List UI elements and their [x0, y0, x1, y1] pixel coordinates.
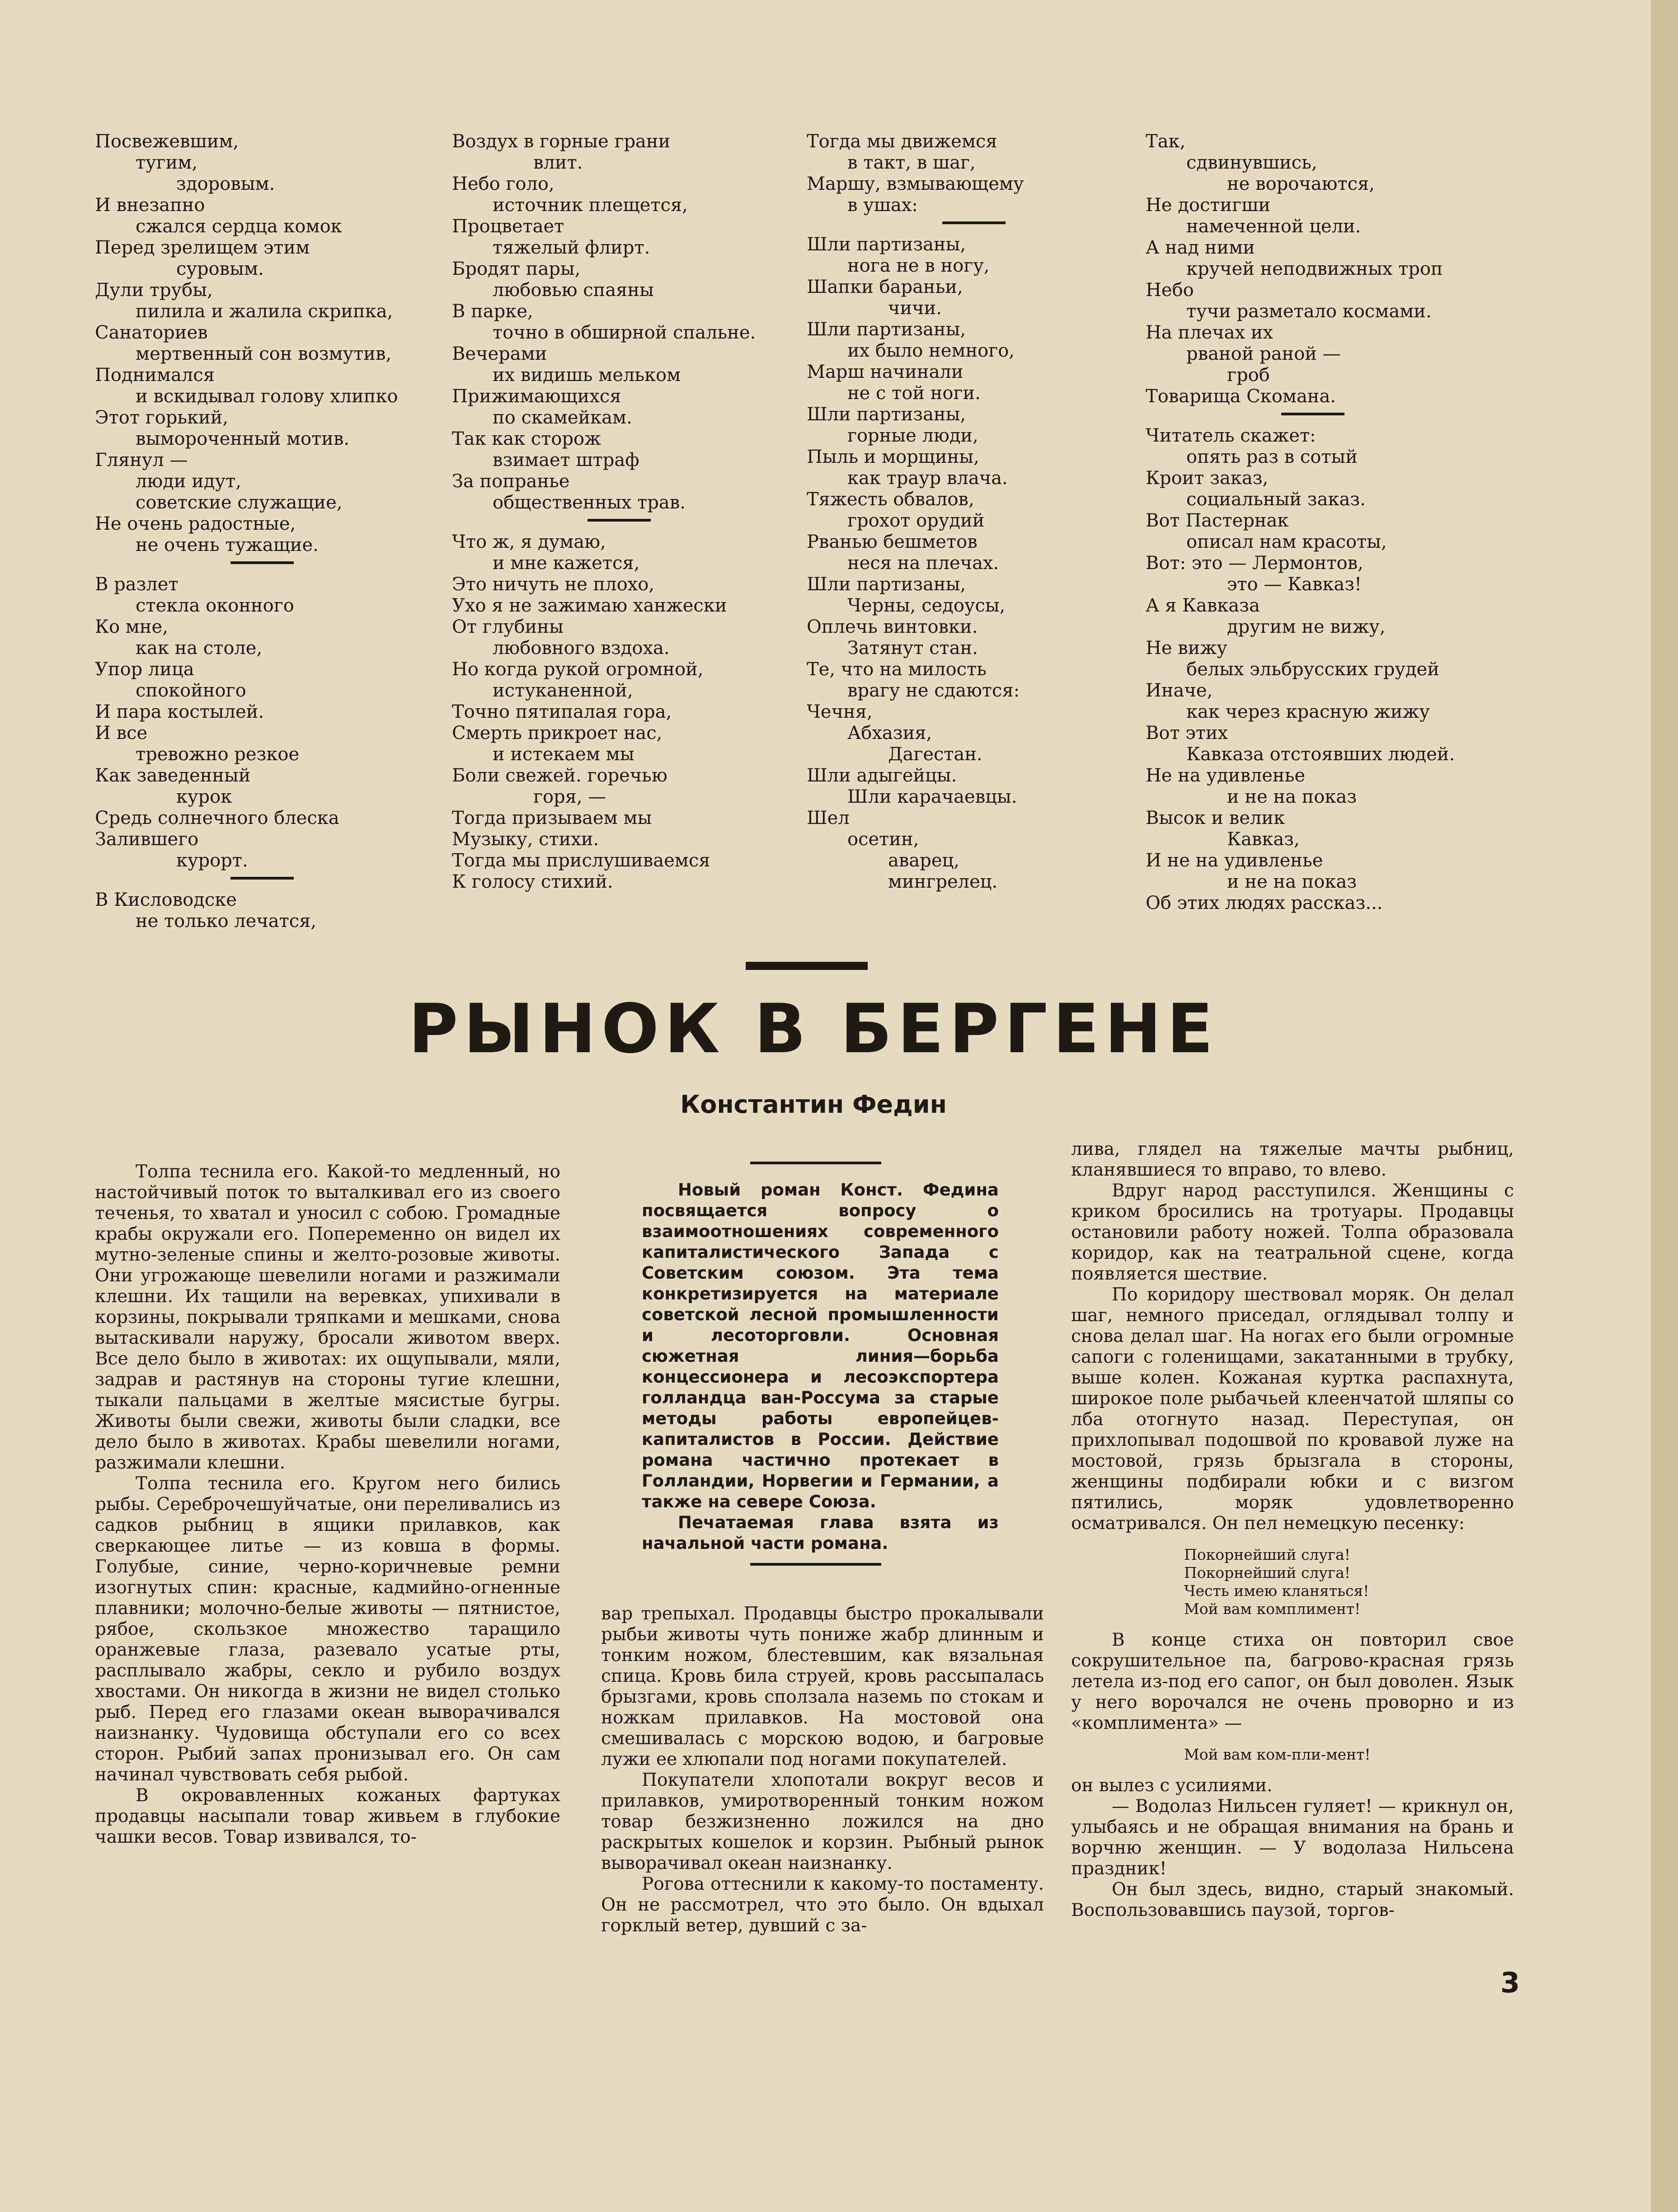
article-column-2 [601, 1604, 1044, 1936]
poem-line: Вот: это — Лермонтов, [1146, 553, 1363, 574]
poem-line: Кавказ, [1227, 829, 1300, 850]
poem-line: А над ними [1146, 237, 1255, 258]
poem-line: намеченной цели. [1186, 216, 1361, 237]
poem-line: Не очень радостные, [95, 513, 296, 534]
poem-line: Глянул — [95, 450, 188, 471]
poem-line: Прижимающихся [452, 386, 621, 407]
poem-line: курорт. [176, 850, 248, 871]
intro-rule-bottom [750, 1563, 881, 1566]
poem-line: и не на показ [1227, 871, 1357, 892]
poem-line: Тогда призываем мы [452, 808, 652, 828]
section-divider [230, 561, 294, 564]
poem-line: Вечерами [452, 344, 547, 364]
song-verse [1184, 1546, 1514, 1618]
poem-line: другим не вижу, [1227, 617, 1386, 637]
poem-line: тяжелый флирт. [493, 237, 650, 258]
poem-line: К голосу стихий. [452, 871, 613, 892]
poem-line: суровым. [176, 259, 264, 279]
page-spine [1651, 0, 1678, 2212]
poem-line: в такт, в шаг, [847, 152, 976, 173]
poem-line: Оплечь винтовки. [807, 617, 978, 637]
article-column-3 [1071, 1139, 1514, 1921]
poem-line: Чечня, [807, 701, 873, 722]
poem-line: Средь солнечного блеска [95, 808, 339, 828]
poem-line: Не вижу [1146, 638, 1227, 659]
poem-line: Небо [1146, 280, 1194, 301]
poem-line: Как заведенный [95, 765, 251, 786]
poem-line: Шли партизаны, [807, 404, 966, 425]
poem-line: как на столе, [136, 638, 263, 659]
poem-line: это — Кавказ! [1227, 574, 1362, 595]
poem-line: врагу не сдаются: [847, 680, 1020, 701]
poem-line: Этот горький, [95, 407, 229, 428]
poem-line: гроб [1227, 365, 1270, 386]
paragraph: В конце стиха он повторил свое сокрушительное па, багрово-красная грязь летела из-под его сапог, он был доволен. Язык у него ворочался не очень проворно и из «комплимента» — [1071, 1630, 1514, 1733]
poem-line: Затянут стан. [847, 638, 978, 659]
intro-paragraph: Печатаемая глава взята из начальной части романа. [642, 1513, 999, 1553]
poem-line: В разлет [95, 574, 179, 595]
paragraph: вар трепыхал. Продавцы быстро прокалывали рыбьи животы чуть пониже жабр длинным и тонким ножом, блестевшим, как вязальная спица. Кровь била струей, кровь рассыпалась брызгами, кровь сползала наземь по стокам и ножкам прилавков. На мостовой она смешивалась с морскою водою, и багровые лужи ее хлюпали под ногами покупателей. [601, 1604, 1044, 1770]
poem-line: описал нам красоты, [1186, 532, 1387, 552]
poem-line: пилила и жалила скрипка, [136, 301, 393, 322]
poem-line: Высок и велик [1146, 808, 1285, 828]
poem-line: по скамейкам. [493, 407, 632, 428]
poem-line: Шел [807, 808, 850, 828]
intro-paragraph: Новый роман Конст. Федина посвящается вопросу о взаимоотношениях современного капиталистического Запада с Советским союзом. Эта тема конкретизируется на материале советской лесной промышленности и лесоторговли. Основная сюжетная линия—борьба концессионера и лесоэкспортера голландца ван-Россума за старые методы работы европейцев-капиталистов в России. Действие романа частично протекает в Голландии, Норвегии и Германии, а также на севере Союза. [642, 1180, 999, 1511]
poem-line: опять раз в сотый [1186, 447, 1358, 467]
article-column-1 [95, 1162, 560, 1848]
poem-line: взимает штраф [493, 450, 639, 471]
poem-line: тучи разметало космами. [1186, 301, 1432, 322]
poem-line: сжался сердца комок [136, 216, 342, 237]
poem-line: Так как сторож [452, 428, 601, 449]
section-divider [230, 877, 294, 880]
intro-rule-top [750, 1162, 881, 1164]
paragraph: По коридору шествовал моряк. Он делал шаг, немного приседал, оглядывал толпу и снова делал шаг. На ногах его были огромные сапоги с голенищами, закатанными в трубку, выше колен. Кожаная куртка распахнута, широкое поле рыбачьей клеенчатой шляпы со лба отогнуто назад. Переступая, он прихлопывал подошвой по кровавой луже на мостовой, грязь брызгала в стороны, женщины подбирали юбки и с визгом пятились, моряк удовлетворенно осматривался. Он пел немецкую песенку: [1071, 1285, 1514, 1534]
section-divider [588, 519, 651, 522]
poem-line: их видишь мельком [493, 365, 681, 386]
poem-line: Кавказа отстоявших людей. [1186, 744, 1455, 765]
paragraph: лива, глядел на тяжелые мачты рыбниц, кланявшиеся то вправо, то влево. [1071, 1139, 1514, 1180]
poem-line: Дагестан. [888, 744, 982, 765]
poem-line: Небо голо, [452, 174, 555, 194]
poem-line: Смерть прикроет нас, [452, 723, 663, 744]
poem-column-3 [807, 131, 1132, 893]
poem-line: белых эльбрусских грудей [1186, 659, 1439, 680]
paragraph: он вылез с усилиями. [1071, 1775, 1273, 1796]
poem-line: Пыль и морщины, [807, 447, 979, 467]
article-intro [642, 1180, 999, 1554]
poem-line: советские служащие, [136, 492, 343, 513]
poem-line: люди идут, [136, 471, 241, 492]
poem-line: Санаториев [95, 322, 208, 343]
poem-line: грохот орудий [847, 510, 985, 531]
poem-line: осетин, [847, 829, 919, 850]
poem-line: как траур влача. [847, 468, 1008, 489]
poem-line: Не достигши [1146, 195, 1270, 216]
poem-line: мертвенный сон возмутив, [136, 344, 392, 364]
poem-line: Не на удивленье [1146, 765, 1306, 786]
poem-line: Боли свежей. горечью [452, 765, 667, 786]
poem-line: влит. [533, 152, 583, 173]
poem-line: неся на плечах. [847, 553, 999, 574]
poem-line: И внезапно [95, 195, 205, 216]
poem-line: Перед зрелищем этим [95, 237, 310, 258]
song-line: Мой вам ком-пли-мент! [1184, 1746, 1371, 1763]
poem-line: горные люди, [847, 425, 978, 446]
poem-line: вымороченный мотив. [136, 428, 350, 449]
poem-line: источник плещется, [493, 195, 688, 216]
poem-line: Иначе, [1146, 680, 1213, 701]
paragraph: — Водолаз Нильсен гуляет! — крикнул он, улыбаясь и не обращая внимания на брань и ворчню женщин. — У водолаза Нильсена праздник! [1071, 1796, 1514, 1879]
poem-line: Музыку, стихи. [452, 829, 599, 850]
poem-column-2 [452, 131, 777, 893]
poem-line: чичи. [888, 298, 942, 319]
poem-line: тревожно резкое [136, 744, 300, 765]
poem-line: Шли партизаны, [807, 319, 966, 340]
poem-line: и вскидывал голову хлипко [136, 386, 398, 407]
poem-line: не очень тужащие. [136, 535, 319, 555]
poem-line: На плечах их [1146, 322, 1273, 343]
poem-line: И все [95, 723, 148, 744]
poem-line: Так, [1146, 131, 1186, 152]
poem-line: Воздух в горные грани [452, 131, 671, 152]
poem-line: И не на удивленье [1146, 850, 1323, 871]
page-number: 3 [1500, 1966, 1520, 1999]
poem-line: Дули трубы, [95, 280, 213, 301]
poem-line: В парке, [452, 301, 533, 322]
poem-line: Маршу, взмывающему [807, 174, 1024, 194]
article-title: РЫНОК В БЕРГЕНЕ [408, 990, 1219, 1068]
poem-line: Упор лица [95, 659, 194, 680]
paragraph: Толпа теснила его. Какой-то медленный, но настойчивый поток то выталкивал его из своего теченья, то хватал и уносил с собою. Громадные крабы окружали его. Попеременно он видел их мутно-зеленые спины и желто-розовые животы. Они угрожающе шевелили ногами и разжимали клешни. Их тащили на веревках, упихивали в корзины, покрывали тряпками и мешками, снова вытаскивали наружу, бросали животом вверх. Все дело было в животах: их ощупывали, мяли, задрав и растянув на стороны тугие клешни, тыкали пальцами в желтые мясистые бугры. Животы были свежи, животы были сладки, все дело было в животах. Крабы шевелили ногами, разжимали клешни. [95, 1162, 560, 1473]
poem-line: любовного вздоха. [493, 638, 670, 659]
paragraph: Покупатели хлопотали вокруг весов и прилавков, умиротворенный тонким ножом товар безжизненно ложился на дно раскрытых кошелок и корзин. Рыбный рынок выворачивал океан наизнанку. [601, 1770, 1044, 1873]
poem-line: Вот Пастернак [1146, 510, 1289, 531]
poem-line: здоровым. [176, 174, 275, 194]
poem-line: тугим, [136, 152, 198, 173]
poem-line: точно в обширной спальне. [493, 322, 756, 343]
poem-line: И пара костылей. [95, 701, 264, 722]
poem-line: Поднимался [95, 365, 215, 386]
poem-line: не ворочаются, [1227, 174, 1375, 194]
poem-line: Точно пятипалая гора, [452, 701, 672, 722]
poem-line: Посвежевшим, [95, 131, 239, 152]
poem-line: как через красную жижу [1186, 701, 1430, 722]
poem-line: общественных трав. [493, 492, 686, 513]
paragraph: Он был здесь, видно, старый знакомый. Воспользовавшись паузой, торгов- [1071, 1879, 1514, 1920]
poem-line: Шли партизаны, [807, 574, 966, 595]
poem-line: стекла оконного [136, 595, 294, 616]
poem-line: курок [176, 786, 232, 807]
poem-line: не только лечатся, [136, 911, 317, 932]
poem-line: А я Кавказа [1146, 595, 1260, 616]
article-author: Константин Федин [680, 1090, 947, 1119]
paragraph: Рогова оттеснили к какому-то постаменту. Он не рассмотрел, что это было. Он вдыхал горклый ветер, дувший с за- [601, 1874, 1044, 1936]
poem-line: Тяжесть обвалов, [807, 489, 974, 510]
poem-line: и истекаем мы [493, 744, 635, 765]
paragraph: В окровавленных кожаных фартуках продавцы насыпали товар живьем в глубокие чашки весов. Товар извивался, то- [95, 1785, 560, 1847]
poem-line: социальный заказ. [1186, 489, 1366, 510]
poem-line: В Кисловодске [95, 890, 237, 910]
poem-line: Товарища Скомана. [1146, 386, 1336, 407]
paragraph: Вдруг народ расступился. Женщины с криком бросились на тротуары. Продавцы остановили работу ножей. Толпа образовала коридор, как на театральной сцене, когда появляется шествие. [1071, 1181, 1514, 1284]
poem-line: Об этих людях рассказ... [1146, 893, 1383, 913]
poem-line: Кроит заказ, [1146, 468, 1269, 489]
poem-line: сдвинувшись, [1186, 152, 1317, 173]
poem-line: Абхазия, [847, 723, 932, 744]
poem-line: мингрелец. [888, 871, 998, 892]
poem-column-1 [95, 131, 420, 932]
poem-line: и мне кажется, [493, 553, 640, 574]
song-line: Покорнейший слуга! [1184, 1564, 1351, 1581]
poem-line: Тогда мы прислушиваемся [452, 850, 710, 871]
poem-line: Бродят пары, [452, 259, 581, 279]
poem-line: горя, — [533, 786, 606, 807]
poem-line: Рванью бешметов [807, 532, 978, 552]
song-line: Честь имею кланяться! [1184, 1582, 1369, 1600]
poem-line: рваной раной — [1186, 344, 1341, 364]
section-divider [942, 221, 1006, 224]
paragraph: Толпа теснила его. Кругом него бились рыбы. Сереброчешуйчатые, они переливались из садков рыбниц в ящики прилавков, как сверкающее литье — из ковша в формы. Голубые, синие, черно-коричневые ремни изогнутых спин: красные, кадмийно-огненные плавники; молочно-белые животы — пятнистое, рябое, скользкое множество таращило оранжевые глаза, разевало усатые рты, расплывало жабры, секло и рубило воздух хвостами. Он никогда в жизни не видел столько рыб. Перед его глазами океан выворачивался наизнанку. Чудовища обступали его со всех сторон. Рыбий запах пронизывал его. Он сам начинал чувствовать себя рыбой. [95, 1473, 560, 1785]
poem-line: любовью спаяны [493, 280, 654, 301]
poem-line: От глубины [452, 617, 564, 637]
poem-line: Это ничуть не плохо, [452, 574, 655, 595]
poem-line: Шли карачаевцы. [847, 786, 1017, 807]
poem-line: аварец, [888, 850, 959, 871]
poem-line: в ушах: [847, 195, 918, 216]
poem-line: Но когда рукой огромной, [452, 659, 704, 680]
section-divider [1281, 413, 1344, 415]
poem-line: нога не в ногу, [847, 255, 990, 276]
poem-line: спокойного [136, 680, 246, 701]
poem-line: Ко мне, [95, 617, 168, 637]
song-line: Мой вам комплимент! [1184, 1600, 1361, 1618]
poem-line: кручей неподвижных троп [1186, 259, 1443, 279]
poem-line: Марш начинали [807, 362, 964, 382]
poem-line: не с той ноги. [847, 383, 981, 404]
poem-line: Залившего [95, 829, 199, 850]
poem-line: Процветает [452, 216, 564, 237]
poem-line: Тогда мы движемся [807, 131, 997, 152]
poem-line: Шли партизаны, [807, 234, 966, 255]
song-line: Покорнейший слуга! [1184, 1546, 1351, 1563]
poem-line: и не на показ [1227, 786, 1357, 807]
poem-line: Вот этих [1146, 723, 1228, 744]
poem-line: Что ж, я думаю, [452, 532, 606, 552]
poem-line: За попранье [452, 471, 570, 492]
poem-line: истуканенной, [493, 680, 633, 701]
poem-line: Читатель скажет: [1146, 425, 1316, 446]
poem-line: Черны, седоусы, [847, 595, 1006, 616]
poem-line: их было немного, [847, 340, 1015, 361]
poem-column-4 [1146, 131, 1471, 914]
poem-line: Ухо я не зажимаю ханжески [452, 595, 727, 616]
poem-line: Шапки бараньи, [807, 277, 963, 297]
poem-line: Шли адыгейцы. [807, 765, 957, 786]
title-rule [746, 962, 868, 970]
song-verse-2 [1184, 1746, 1514, 1764]
poem-line: Те, что на милость [807, 659, 987, 680]
